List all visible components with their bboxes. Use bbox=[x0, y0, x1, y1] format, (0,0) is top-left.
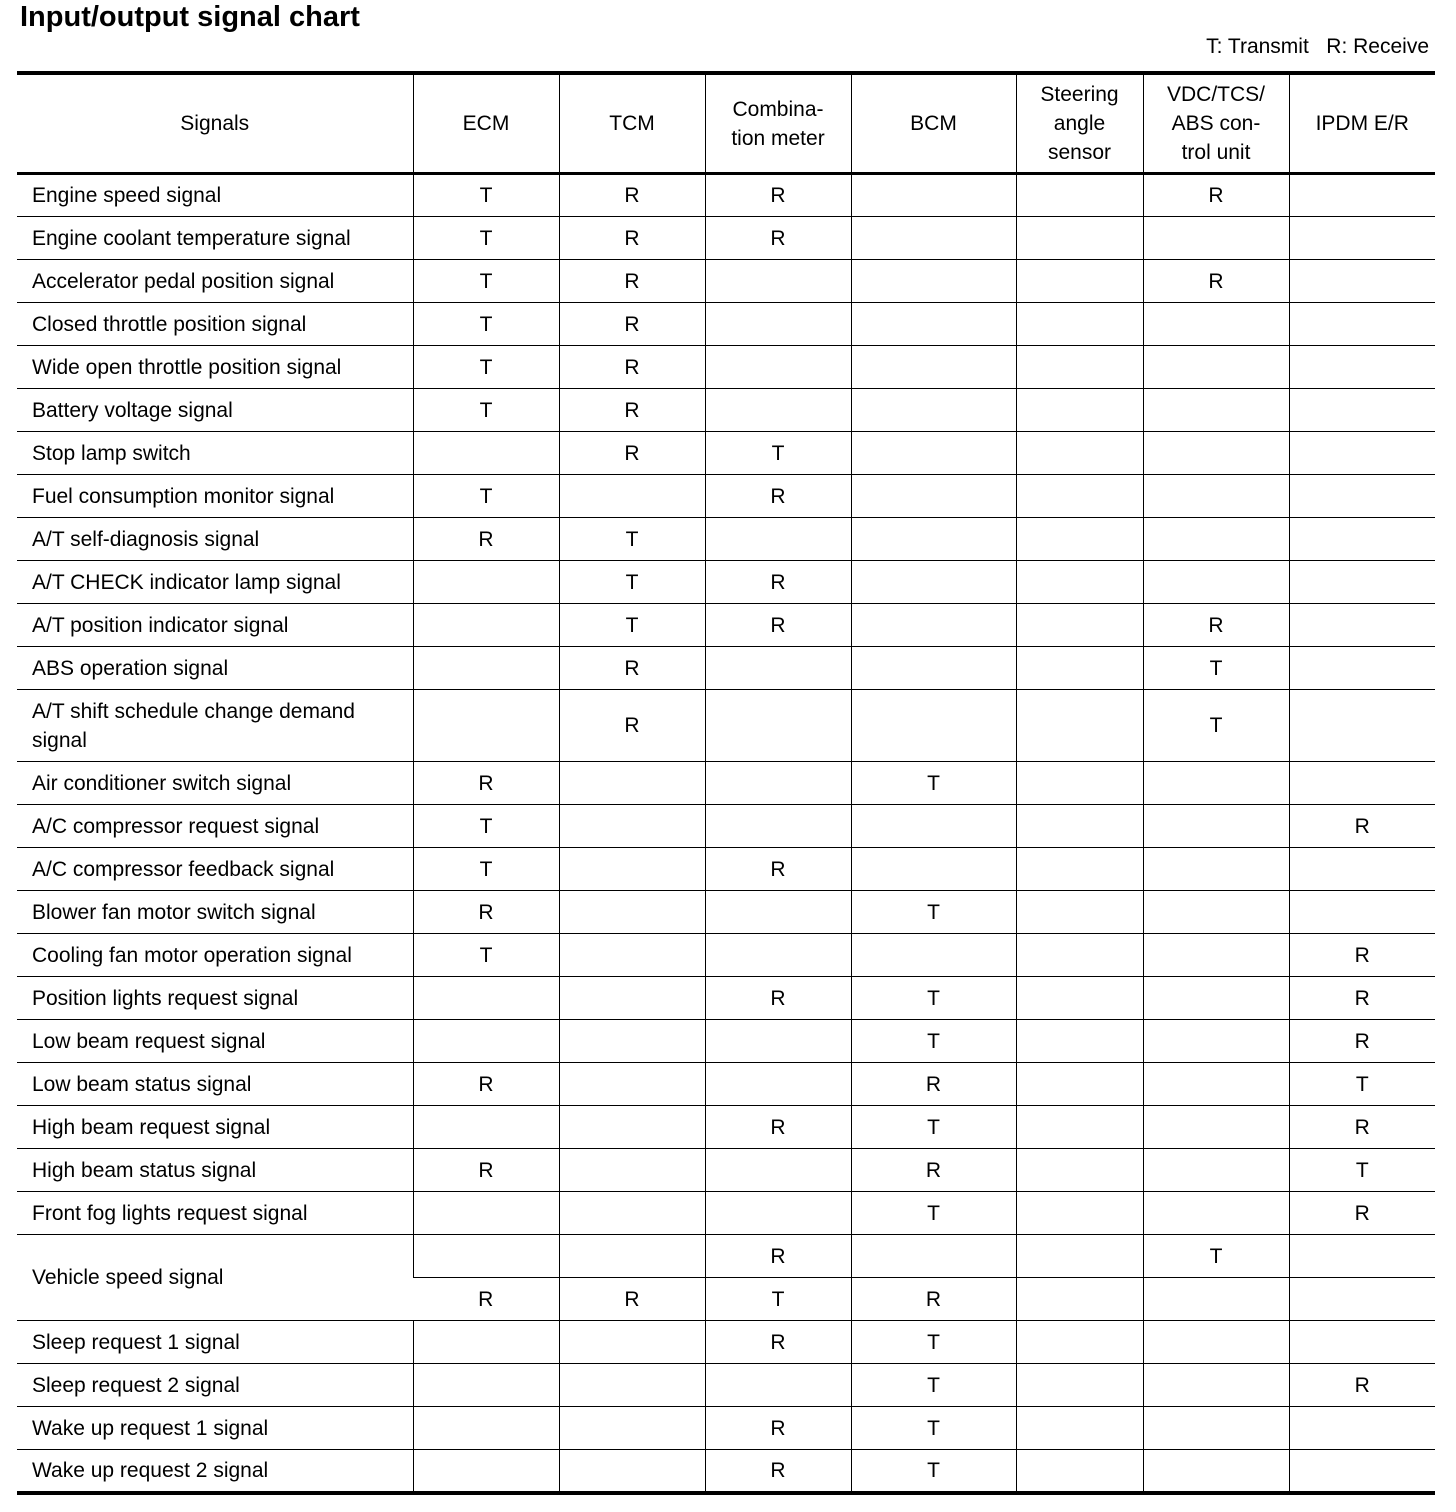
signal-direction-cell bbox=[1289, 762, 1435, 805]
signal-name-cell: High beam request signal bbox=[17, 1106, 413, 1149]
signal-direction-cell: T bbox=[413, 174, 559, 217]
signal-direction-cell bbox=[851, 561, 1016, 604]
signal-direction-cell bbox=[559, 1235, 705, 1278]
signal-direction-cell bbox=[1016, 561, 1143, 604]
signal-direction-cell bbox=[705, 518, 851, 561]
signal-direction-cell bbox=[705, 647, 851, 690]
table-body bbox=[17, 174, 1435, 1493]
signal-name-cell: Cooling fan motor operation signal bbox=[17, 934, 413, 977]
signal-direction-cell bbox=[851, 432, 1016, 475]
signal-direction-cell: R bbox=[1143, 604, 1289, 647]
signal-name-cell: Fuel consumption monitor signal bbox=[17, 475, 413, 518]
signal-name-cell: Front fog lights request signal bbox=[17, 1192, 413, 1235]
table-row bbox=[17, 1063, 1435, 1106]
signal-direction-cell: R bbox=[851, 1278, 1016, 1321]
table-row bbox=[17, 805, 1435, 848]
signal-direction-cell bbox=[1016, 934, 1143, 977]
signal-name-cell: Low beam request signal bbox=[17, 1020, 413, 1063]
table-row bbox=[17, 848, 1435, 891]
signal-direction-cell bbox=[705, 805, 851, 848]
signal-direction-cell bbox=[559, 1407, 705, 1450]
signal-direction-cell bbox=[413, 561, 559, 604]
signal-direction-cell bbox=[1016, 174, 1143, 217]
signal-direction-cell bbox=[413, 647, 559, 690]
signal-direction-cell bbox=[413, 1020, 559, 1063]
signal-direction-cell bbox=[1143, 1020, 1289, 1063]
signal-direction-cell bbox=[1143, 303, 1289, 346]
table-row bbox=[17, 346, 1435, 389]
table-row bbox=[17, 217, 1435, 260]
signal-name-cell: Sleep request 1 signal bbox=[17, 1321, 413, 1364]
signal-direction-cell: T bbox=[705, 1278, 851, 1321]
signal-direction-cell bbox=[1143, 1192, 1289, 1235]
signal-name-cell: Vehicle speed signal bbox=[17, 1235, 413, 1321]
signal-name-cell: ABS operation signal bbox=[17, 647, 413, 690]
signal-direction-cell bbox=[1289, 217, 1435, 260]
signal-direction-cell bbox=[705, 1020, 851, 1063]
signal-direction-cell bbox=[1016, 762, 1143, 805]
signal-direction-cell bbox=[559, 891, 705, 934]
table-row bbox=[17, 604, 1435, 647]
signal-direction-cell: R bbox=[705, 475, 851, 518]
signal-direction-cell bbox=[1016, 977, 1143, 1020]
signal-name-cell: A/C compressor request signal bbox=[17, 805, 413, 848]
signal-direction-cell bbox=[413, 1321, 559, 1364]
signal-direction-cell: T bbox=[413, 934, 559, 977]
signal-direction-cell: R bbox=[559, 432, 705, 475]
signal-direction-cell: R bbox=[1289, 805, 1435, 848]
signal-direction-cell bbox=[413, 1407, 559, 1450]
signal-name-cell: A/T self-diagnosis signal bbox=[17, 518, 413, 561]
signal-direction-cell bbox=[413, 604, 559, 647]
table-row bbox=[17, 174, 1435, 217]
signal-direction-cell: R bbox=[559, 174, 705, 217]
signal-name-cell: A/C compressor feedback signal bbox=[17, 848, 413, 891]
page-title: Input/output signal chart bbox=[20, 1, 360, 33]
signal-direction-cell: R bbox=[413, 1063, 559, 1106]
signal-direction-cell bbox=[705, 1063, 851, 1106]
signal-direction-cell: T bbox=[1143, 647, 1289, 690]
table-row bbox=[17, 475, 1435, 518]
signal-direction-cell bbox=[851, 303, 1016, 346]
signal-direction-cell bbox=[1289, 1278, 1435, 1321]
signal-direction-cell bbox=[1016, 346, 1143, 389]
signal-direction-cell bbox=[1289, 475, 1435, 518]
table-row bbox=[17, 1407, 1435, 1450]
signal-name-cell: Stop lamp switch bbox=[17, 432, 413, 475]
signal-direction-cell bbox=[1289, 303, 1435, 346]
signal-direction-cell bbox=[1016, 217, 1143, 260]
signal-direction-cell: R bbox=[1289, 1106, 1435, 1149]
signal-direction-cell: R bbox=[1143, 174, 1289, 217]
signal-direction-cell bbox=[851, 260, 1016, 303]
signal-name-cell: Engine coolant temperature signal bbox=[17, 217, 413, 260]
signal-direction-cell bbox=[1143, 762, 1289, 805]
signal-direction-cell bbox=[705, 1364, 851, 1407]
signal-direction-cell bbox=[1016, 1020, 1143, 1063]
signal-direction-cell: R bbox=[559, 1278, 705, 1321]
signal-direction-cell: T bbox=[705, 432, 851, 475]
signal-direction-cell: T bbox=[413, 475, 559, 518]
signal-direction-cell: R bbox=[559, 690, 705, 762]
signal-name-cell: Sleep request 2 signal bbox=[17, 1364, 413, 1407]
signal-direction-cell bbox=[1016, 604, 1143, 647]
table-row bbox=[17, 647, 1435, 690]
signal-name-cell: Wake up request 2 signal bbox=[17, 1450, 413, 1493]
signal-direction-cell bbox=[851, 848, 1016, 891]
signal-direction-cell bbox=[705, 260, 851, 303]
signal-direction-cell: R bbox=[413, 1149, 559, 1192]
signal-name-cell: High beam status signal bbox=[17, 1149, 413, 1192]
signal-direction-cell: R bbox=[705, 1407, 851, 1450]
signal-direction-cell bbox=[851, 647, 1016, 690]
signal-direction-cell bbox=[1016, 647, 1143, 690]
signal-direction-cell bbox=[1016, 1321, 1143, 1364]
table-row bbox=[17, 561, 1435, 604]
signal-direction-cell bbox=[1143, 389, 1289, 432]
signal-direction-cell bbox=[559, 848, 705, 891]
signal-direction-cell bbox=[1016, 475, 1143, 518]
signal-direction-cell bbox=[1016, 260, 1143, 303]
signal-name-cell: A/T CHECK indicator lamp signal bbox=[17, 561, 413, 604]
header-row bbox=[17, 73, 1435, 174]
signal-direction-cell bbox=[559, 1063, 705, 1106]
signal-direction-cell bbox=[1289, 518, 1435, 561]
signal-direction-cell bbox=[705, 934, 851, 977]
signal-direction-cell bbox=[851, 604, 1016, 647]
signal-name-cell: Position lights request signal bbox=[17, 977, 413, 1020]
signal-direction-cell bbox=[705, 389, 851, 432]
signal-direction-cell: T bbox=[851, 762, 1016, 805]
signal-direction-cell bbox=[1016, 432, 1143, 475]
signal-direction-cell bbox=[851, 690, 1016, 762]
signal-direction-cell: R bbox=[1289, 1192, 1435, 1235]
signal-direction-cell bbox=[1143, 1407, 1289, 1450]
signal-direction-cell bbox=[1289, 174, 1435, 217]
signal-direction-cell bbox=[851, 217, 1016, 260]
table-row bbox=[17, 432, 1435, 475]
signal-direction-cell: R bbox=[1289, 977, 1435, 1020]
signal-direction-cell bbox=[1289, 690, 1435, 762]
table-row bbox=[17, 1235, 1435, 1278]
signal-direction-cell bbox=[705, 1149, 851, 1192]
table-row bbox=[17, 1321, 1435, 1364]
signal-direction-cell bbox=[851, 475, 1016, 518]
signal-direction-cell bbox=[1289, 604, 1435, 647]
signal-direction-cell bbox=[1143, 1450, 1289, 1493]
signal-direction-cell bbox=[851, 174, 1016, 217]
signal-direction-cell: R bbox=[559, 217, 705, 260]
signal-direction-cell: T bbox=[413, 260, 559, 303]
signal-name-cell: Battery voltage signal bbox=[17, 389, 413, 432]
signal-direction-cell bbox=[851, 389, 1016, 432]
signal-name-cell: A/T position indicator signal bbox=[17, 604, 413, 647]
signal-direction-cell bbox=[559, 977, 705, 1020]
signal-direction-cell: T bbox=[851, 1450, 1016, 1493]
signal-direction-cell bbox=[1289, 346, 1435, 389]
column-header-signals: Signals bbox=[17, 73, 413, 174]
signal-direction-cell bbox=[851, 1235, 1016, 1278]
signal-direction-cell bbox=[413, 1192, 559, 1235]
signal-direction-cell bbox=[1016, 303, 1143, 346]
signal-direction-cell: R bbox=[559, 389, 705, 432]
signal-direction-cell bbox=[1289, 561, 1435, 604]
signal-direction-cell: T bbox=[851, 977, 1016, 1020]
signal-direction-cell bbox=[1289, 1321, 1435, 1364]
signal-direction-cell bbox=[1016, 1063, 1143, 1106]
signal-direction-cell bbox=[705, 762, 851, 805]
signal-direction-cell: R bbox=[705, 1235, 851, 1278]
signal-direction-cell: T bbox=[851, 891, 1016, 934]
signal-direction-cell: R bbox=[851, 1149, 1016, 1192]
signal-direction-cell: R bbox=[413, 518, 559, 561]
signal-direction-cell: T bbox=[559, 561, 705, 604]
signal-direction-cell bbox=[559, 934, 705, 977]
signal-direction-cell bbox=[1016, 1192, 1143, 1235]
signal-direction-cell bbox=[851, 805, 1016, 848]
table-row bbox=[17, 891, 1435, 934]
signal-direction-cell bbox=[705, 1192, 851, 1235]
signal-direction-cell: T bbox=[851, 1364, 1016, 1407]
signal-direction-cell bbox=[1143, 977, 1289, 1020]
signal-direction-cell: T bbox=[413, 389, 559, 432]
table-row bbox=[17, 1450, 1435, 1493]
signal-direction-cell bbox=[1143, 934, 1289, 977]
signal-direction-cell: T bbox=[1289, 1063, 1435, 1106]
signal-direction-cell bbox=[559, 1149, 705, 1192]
signal-direction-cell bbox=[705, 346, 851, 389]
signal-direction-cell bbox=[1143, 432, 1289, 475]
signal-direction-cell bbox=[559, 1192, 705, 1235]
signal-direction-cell: T bbox=[1289, 1149, 1435, 1192]
table-row bbox=[17, 690, 1435, 762]
signal-direction-cell bbox=[1143, 1106, 1289, 1149]
table-row bbox=[17, 1149, 1435, 1192]
signal-direction-cell bbox=[1289, 1235, 1435, 1278]
signal-name-cell: Blower fan motor switch signal bbox=[17, 891, 413, 934]
signal-direction-cell: T bbox=[559, 604, 705, 647]
signal-direction-cell: R bbox=[559, 260, 705, 303]
signal-direction-cell bbox=[1289, 1407, 1435, 1450]
signal-direction-cell: R bbox=[705, 977, 851, 1020]
signal-direction-cell bbox=[1289, 647, 1435, 690]
signal-direction-cell bbox=[1143, 848, 1289, 891]
signal-direction-cell bbox=[1143, 475, 1289, 518]
column-header-vdc-tcs-abs-control-unit: VDC/TCS/ ABS con- trol unit bbox=[1143, 73, 1289, 174]
signal-direction-cell: T bbox=[1143, 690, 1289, 762]
signal-direction-cell bbox=[1289, 1450, 1435, 1493]
signal-name-cell: Wide open throttle position signal bbox=[17, 346, 413, 389]
signal-direction-cell bbox=[1143, 805, 1289, 848]
signal-direction-cell bbox=[1016, 518, 1143, 561]
signal-direction-cell bbox=[559, 475, 705, 518]
signal-direction-cell bbox=[559, 805, 705, 848]
table-row bbox=[17, 303, 1435, 346]
signal-direction-cell bbox=[1289, 432, 1435, 475]
signal-direction-cell bbox=[559, 1106, 705, 1149]
table-row bbox=[17, 934, 1435, 977]
signal-direction-cell bbox=[559, 762, 705, 805]
signal-direction-cell: T bbox=[851, 1020, 1016, 1063]
signal-direction-cell bbox=[559, 1020, 705, 1063]
signal-direction-cell: R bbox=[1143, 260, 1289, 303]
signal-direction-cell: R bbox=[705, 604, 851, 647]
signal-direction-cell bbox=[851, 346, 1016, 389]
signal-direction-cell bbox=[851, 934, 1016, 977]
signal-direction-cell: R bbox=[559, 303, 705, 346]
signal-direction-cell bbox=[1016, 848, 1143, 891]
signal-direction-cell bbox=[1289, 260, 1435, 303]
column-header-ipdm-er: IPDM E/R bbox=[1289, 73, 1435, 174]
signal-direction-cell bbox=[1016, 690, 1143, 762]
signal-direction-cell: T bbox=[413, 217, 559, 260]
table-row bbox=[17, 518, 1435, 561]
signal-name-cell: Closed throttle position signal bbox=[17, 303, 413, 346]
signal-direction-cell bbox=[559, 1364, 705, 1407]
signal-direction-cell bbox=[1016, 1407, 1143, 1450]
column-header-tcm: TCM bbox=[559, 73, 705, 174]
signal-direction-cell bbox=[1143, 217, 1289, 260]
signal-direction-cell bbox=[413, 432, 559, 475]
table-row bbox=[17, 1364, 1435, 1407]
signal-direction-cell bbox=[705, 891, 851, 934]
signal-direction-cell: R bbox=[705, 1450, 851, 1493]
signal-direction-cell: T bbox=[559, 518, 705, 561]
signal-direction-cell bbox=[705, 303, 851, 346]
signal-direction-cell bbox=[1016, 1364, 1143, 1407]
signal-direction-cell: R bbox=[705, 217, 851, 260]
signal-direction-cell bbox=[1143, 561, 1289, 604]
signal-direction-cell bbox=[413, 977, 559, 1020]
signal-direction-cell: T bbox=[851, 1192, 1016, 1235]
signal-direction-cell bbox=[851, 518, 1016, 561]
signal-direction-cell bbox=[413, 690, 559, 762]
signal-direction-cell: T bbox=[851, 1321, 1016, 1364]
signal-direction-cell: T bbox=[413, 346, 559, 389]
signal-direction-cell bbox=[1016, 1106, 1143, 1149]
table-row bbox=[17, 260, 1435, 303]
signal-direction-cell bbox=[1289, 848, 1435, 891]
table-row bbox=[17, 977, 1435, 1020]
column-header-steering-angle-sensor: Steering angle sensor bbox=[1016, 73, 1143, 174]
signal-direction-cell bbox=[1016, 1278, 1143, 1321]
signal-direction-cell: R bbox=[413, 1278, 559, 1321]
signal-direction-cell bbox=[1016, 389, 1143, 432]
signal-direction-cell: R bbox=[1289, 1364, 1435, 1407]
signal-direction-cell: R bbox=[705, 1321, 851, 1364]
signal-direction-cell: T bbox=[851, 1407, 1016, 1450]
signal-direction-cell bbox=[1143, 518, 1289, 561]
signal-direction-cell bbox=[559, 1321, 705, 1364]
signal-direction-cell bbox=[559, 1450, 705, 1493]
signal-direction-cell bbox=[1016, 805, 1143, 848]
column-header-bcm: BCM bbox=[851, 73, 1016, 174]
signal-direction-cell bbox=[705, 690, 851, 762]
signal-direction-cell bbox=[1289, 891, 1435, 934]
signal-direction-cell bbox=[1143, 1149, 1289, 1192]
signal-direction-cell: R bbox=[705, 561, 851, 604]
legend: T: Transmit R: Receive bbox=[1206, 35, 1429, 58]
column-header-ecm: ECM bbox=[413, 73, 559, 174]
table-row bbox=[17, 1192, 1435, 1235]
signal-direction-cell bbox=[413, 1364, 559, 1407]
signal-direction-cell bbox=[413, 1106, 559, 1149]
signal-direction-cell bbox=[1143, 891, 1289, 934]
signal-direction-cell bbox=[413, 1235, 559, 1278]
signal-name-cell: A/T shift schedule change demand signal bbox=[17, 690, 413, 762]
signal-name-cell: Accelerator pedal position signal bbox=[17, 260, 413, 303]
column-header-combination-meter: Combina- tion meter bbox=[705, 73, 851, 174]
signal-direction-cell bbox=[1016, 1235, 1143, 1278]
signal-direction-cell: R bbox=[705, 1106, 851, 1149]
signal-direction-cell bbox=[1289, 389, 1435, 432]
signal-direction-cell bbox=[1143, 1364, 1289, 1407]
signal-direction-cell bbox=[1143, 1063, 1289, 1106]
signal-direction-cell bbox=[1143, 346, 1289, 389]
signal-direction-cell: T bbox=[851, 1106, 1016, 1149]
signal-name-cell: Wake up request 1 signal bbox=[17, 1407, 413, 1450]
table-row bbox=[17, 389, 1435, 432]
signal-direction-cell: R bbox=[705, 848, 851, 891]
signal-direction-cell: R bbox=[413, 891, 559, 934]
signal-name-cell: Air conditioner switch signal bbox=[17, 762, 413, 805]
signal-direction-cell bbox=[1143, 1278, 1289, 1321]
signal-direction-cell: R bbox=[559, 346, 705, 389]
signal-direction-cell: R bbox=[1289, 1020, 1435, 1063]
signal-direction-cell bbox=[1016, 1149, 1143, 1192]
signal-chart-table bbox=[17, 71, 1435, 1495]
signal-direction-cell: T bbox=[413, 805, 559, 848]
signal-direction-cell: T bbox=[413, 303, 559, 346]
signal-direction-cell: R bbox=[851, 1063, 1016, 1106]
signal-direction-cell bbox=[413, 1450, 559, 1493]
signal-direction-cell bbox=[1016, 891, 1143, 934]
table-row bbox=[17, 762, 1435, 805]
signal-direction-cell: R bbox=[559, 647, 705, 690]
signal-name-cell: Engine speed signal bbox=[17, 174, 413, 217]
signal-name-cell: Low beam status signal bbox=[17, 1063, 413, 1106]
table-row bbox=[17, 1020, 1435, 1063]
signal-direction-cell: R bbox=[413, 762, 559, 805]
signal-direction-cell: R bbox=[1289, 934, 1435, 977]
table-row bbox=[17, 1106, 1435, 1149]
signal-direction-cell bbox=[1143, 1321, 1289, 1364]
signal-direction-cell: T bbox=[1143, 1235, 1289, 1278]
signal-direction-cell bbox=[1016, 1450, 1143, 1493]
signal-direction-cell: T bbox=[413, 848, 559, 891]
signal-direction-cell: R bbox=[705, 174, 851, 217]
